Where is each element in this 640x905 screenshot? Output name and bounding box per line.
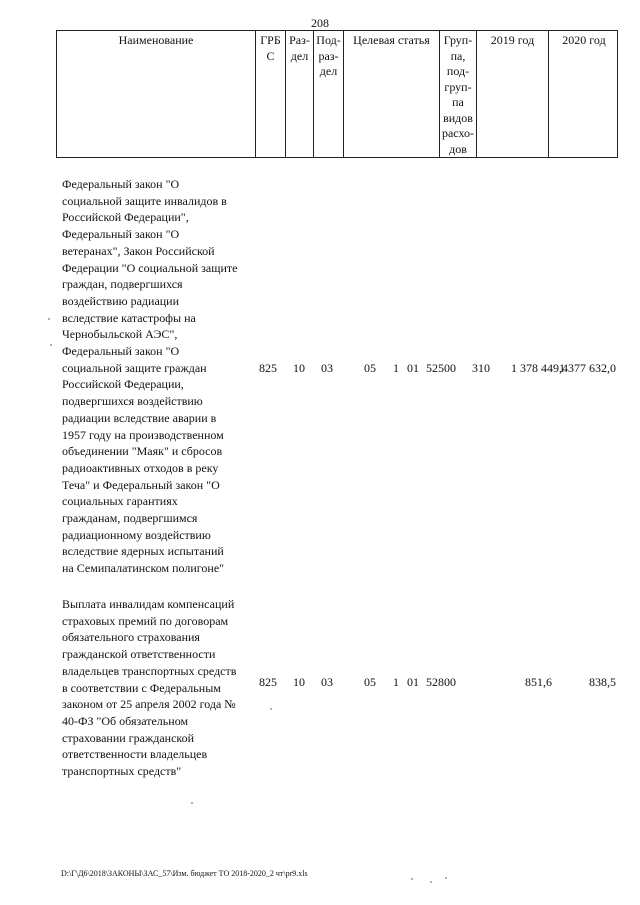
row-target-3: 01 [407,361,419,375]
row-target-1: 05 [364,675,376,689]
row-name: Федеральный закон "О социальной защите инвалидов в Российской Федерации", Федеральный закон "О ветеранах", Закон Российской Федерации "О социальной защите граждан, подвергшихся воздействию радиации вследствие катастрофы на Чернобыльской АЭС", Федеральный закон "О социальной защите граждан Российской Федерации, подвергшихся воздействию радиации вследствие аварии в 1957 году на производственном объединении "Маяк" и сбросов радиоактивных отходов в реку Теча" и Федеральный закон "О социальных гарантиях гражданам, подвергшимся радиационному воздействию вследствие ядерных испытаний на Семипалатинском полигоне" [62,177,238,576]
header-group: Груп- па, под- груп- па видов расхо- дов [440,31,477,157]
row-target-2: 1 [393,361,399,375]
row-target-4: 52500 [426,361,456,375]
row-name: Выплата инвалидам компенсаций страховых премий по договорам обязательного страхования гражданской ответственности владельцев транспортных средств в соответствии с Федеральным законом от 25 апреля 2002 года № 40-ФЗ "Об обязательном страховании гражданской ответственности владельцев транспортных средств" [62,597,237,779]
scan-speck [411,878,413,880]
file-path-footer: D:\Г\Д6\2018\ЗАКОНЫ\ЗАС_57\Изм. бюджет ТО 2018-2020_2 чт\pr9.xls [61,869,308,878]
header-2020: 2020 год [562,33,606,47]
row-target-1: 05 [364,361,376,375]
row-podrazdel: 03 [321,361,333,375]
page-number: 208 [311,16,329,30]
header-podrazdel: Под- раз- дел [314,31,344,157]
scan-speck [430,881,432,883]
scan-speck [270,708,272,710]
header-name: Наименование [57,31,256,157]
row-2019: 1 378 449,4 [511,361,568,375]
header-target: Целевая статья [344,31,440,157]
scan-speck [191,802,193,804]
row-group: 310 [472,361,490,375]
row-2019: 851,6 [525,675,552,689]
scan-speck [48,318,50,320]
header-razdel: Раз- дел [286,31,314,157]
row-target-3: 01 [407,675,419,689]
row-podrazdel: 03 [321,675,333,689]
header-2019: 2019 год [477,31,549,157]
row-razdel: 10 [293,675,305,689]
row-grbs: 825 [259,361,277,375]
header-grbs: ГРБ С [256,31,286,157]
row-target-4: 52800 [426,675,456,689]
table-header [56,30,618,158]
scan-speck [445,877,447,879]
scan-speck [50,344,52,346]
row-2020: 1 377 632,0 [559,361,616,375]
row-razdel: 10 [293,361,305,375]
row-2020: 838,5 [589,675,616,689]
row-grbs: 825 [259,675,277,689]
row-target-2: 1 [393,675,399,689]
